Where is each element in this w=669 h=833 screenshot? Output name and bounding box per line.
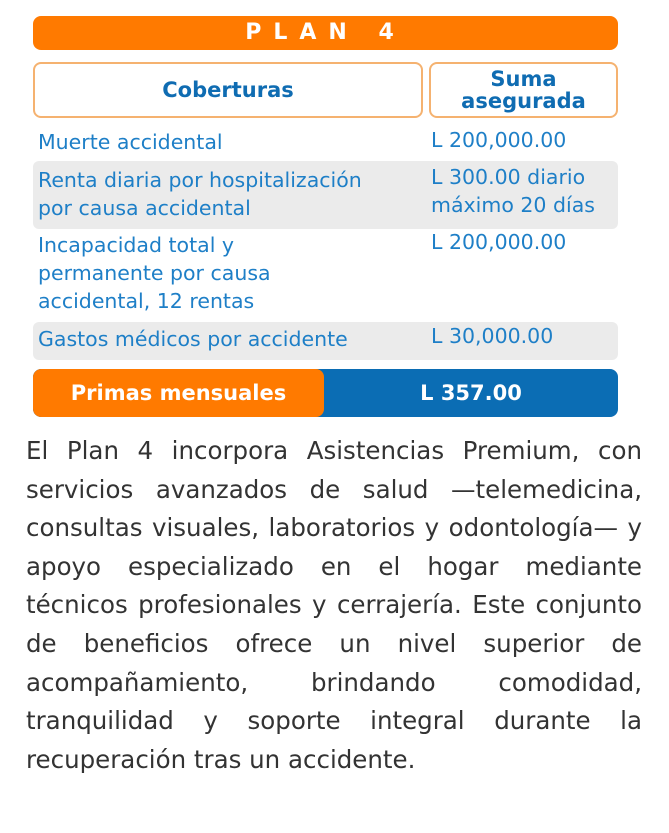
coverage-header	[33, 62, 423, 118]
amount-cell: L 200,000.00	[431, 230, 567, 254]
sum-insured-header-line2: asegurada	[461, 89, 586, 113]
coverage-cell: Incapacidad total y permanente por causa accidental, 12 rentas	[38, 233, 271, 313]
amount-cell: L 300.00 diario máximo 20 días	[431, 165, 595, 217]
monthly-premium-bar	[33, 369, 618, 417]
plan-title: PLAN 4	[33, 16, 618, 50]
coverage-header-label: Coberturas	[162, 78, 294, 102]
coverage-cell: Gastos médicos por accidente	[38, 327, 348, 351]
coverage-cell: Renta diaria por hospitalización por causa accidental	[38, 168, 362, 220]
coverage-cell: Muerte accidental	[38, 130, 223, 154]
plan-description: El Plan 4 incorpora Asistencias Premium, con servicios avanzados de salud —telemedicina, consultas visuales, laboratorios y odontología— y apoyo especializado en el hogar mediante técnicos profesionales y cerrajería. Este conjunto de beneficios ofrece un nivel superior de acompañamiento, brindando comodidad, tranquilidad y soporte integral durante la recuperación tras un accidente.	[26, 436, 642, 774]
monthly-premium-value: L 357.00	[420, 381, 522, 405]
sum-insured-header	[429, 62, 618, 118]
monthly-premium-label: Primas mensuales	[33, 369, 324, 417]
sum-insured-header-line1: Suma	[490, 67, 557, 91]
amount-cell: L 200,000.00	[431, 128, 567, 152]
amount-cell: L 30,000.00	[431, 324, 554, 348]
